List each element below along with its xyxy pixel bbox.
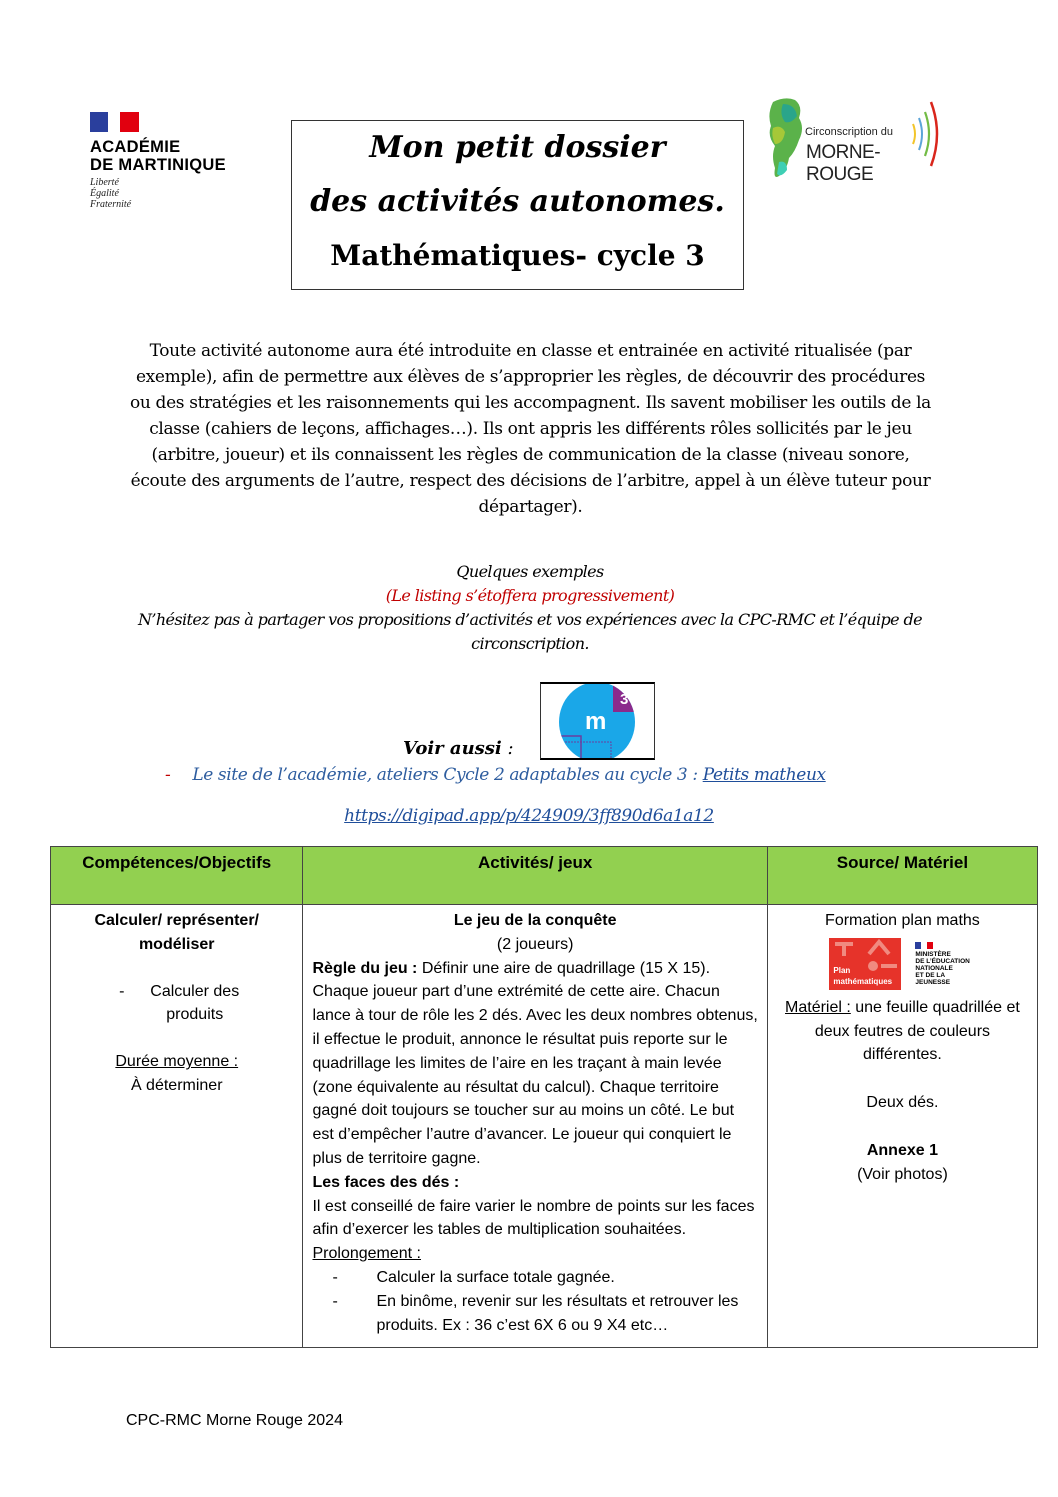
petits-matheux-link[interactable]: Petits matheux [702, 765, 826, 785]
academie-name: ACADÉMIE DE MARTINIQUE [90, 138, 226, 174]
source-title: Formation plan maths [825, 912, 980, 929]
dice-faces-label: Les faces des dés : [312, 1173, 460, 1191]
marianne-flag-icon [90, 112, 139, 132]
share-invitation: N’hésitez pas à partager vos propositions d’activités et vos expériences avec la CPC-RMC et l’équipe de circonscription. [137, 610, 923, 653]
plan-mathematiques-logo: Plan mathématiques [829, 938, 901, 990]
circonscription-morne-rouge-logo: Circonscription du MORNE-ROUGE [765, 96, 945, 182]
duration-value: À déterminer [130, 1076, 223, 1094]
header-activites: Activités/ jeux [303, 847, 767, 905]
digipad-link-line [0, 806, 1058, 826]
republique-flag-icon [915, 942, 933, 949]
document-title: Mon petit dossier des activités autonomes. Mathématiques- cycle 3 [291, 120, 744, 290]
activity-title: Le jeu de la conquête [453, 912, 617, 929]
activities-table [50, 846, 1038, 1348]
annex-label: Annexe 1 [866, 1141, 938, 1159]
extension-item: - Calculer la surface totale gagnée. [332, 1268, 615, 1286]
extension-item: - En binôme, revenir sur les résultats et retrouver les produits. Ex : 36 c’est 6X 6 ou 9 X4 etc… [332, 1292, 739, 1334]
listing-note: (Le listing s’étoffera progressivement) [385, 586, 675, 605]
devise: Liberté Égalité Fraternité [90, 177, 132, 210]
duration-label: Durée moyenne : [115, 1053, 239, 1071]
header-source: Source/ Matériel [767, 847, 1037, 905]
dice-material: Deux dés. [866, 1094, 939, 1112]
ministere-education-logo: MINISTÈRE DE L’ÉDUCATION NATIONALE ET DE LA JEUNESSE [915, 938, 975, 986]
m3-logo-icon [541, 684, 654, 758]
dice-faces-text: Il est conseillé de faire varier le nombre de points sur les faces afin d’exercer les tables de multiplication souhaitées. [312, 1197, 755, 1239]
source-cell [767, 905, 1037, 1348]
activity-players: (2 joueurs) [496, 935, 574, 953]
table-header-row [51, 847, 1038, 905]
m3-letter: m [585, 708, 607, 735]
competence-item: - Calculer des produits [119, 982, 240, 1024]
competence-title: Calculer/ représenter/ modéliser [94, 912, 259, 953]
header-competences: Compétences/Objectifs [51, 847, 303, 905]
academie-site-link-line: - Le site de l’académie, ateliers Cycle 2 adaptables au cycle 3 : Petits matheux [165, 765, 826, 785]
extension-label: Prolongement : [312, 1245, 421, 1263]
examples-heading: Quelques exemples [456, 562, 604, 581]
see-also-label: Voir aussi : [403, 738, 514, 759]
m3-logo[interactable] [540, 682, 655, 760]
annex-note: (Voir photos) [857, 1165, 948, 1183]
intro-paragraph: Toute activité autonome aura été introduite en classe et entrainée en activité ritualisée (par exemple), afin de permettre aux élèves de s’approprier les règles, de découvrir des procédures ou des stratégies et les raisonnements qui les accompagnent. Ils savent mobiliser les outils de la classe (cahiers de leçons, affichages…). Ils ont appris les différents rôles sollicités par le jeu (arbitre, joueur) et ils connaissent les règles de communication de la classe (niveau sonore, écoute des arguments de l’autre, respect des décisions de l’arbitre, appel à un élève tuteur pour départager). [130, 341, 931, 517]
digipad-link[interactable]: https://digipad.app/p/424909/3ff890d6a1a12 [344, 806, 714, 826]
activity-rules: Règle du jeu : Définir une aire de quadrillage (15 X 15). Chaque joueur part d’une extrémité de cette aire. Chacun lance à tour de rôle les 2 dés. Avec les deux nombres obtenus, il effectue le produit, annonce le résultat puis reporte sur le quadrillage les limites de l’aire en les traçant à main levée (zone équivalente au résultat du calcul). Chaque territoire gagné doit toujours se toucher sur au moins un côté. Le but est d’empêcher l’autre d’avancer. Le joueur qui conquiert le plus de territoire gagne. [312, 959, 758, 1167]
table-row [51, 905, 1038, 1348]
material-text: Matériel : une feuille quadrillée et deux feutres de couleurs différentes. [785, 998, 1020, 1064]
source-logos [777, 938, 1028, 996]
m3-exponent: 3 [620, 691, 629, 708]
competences-cell [51, 905, 303, 1348]
page-footer: CPC-RMC Morne Rouge 2024 [126, 1412, 343, 1429]
academie-martinique-logo [90, 112, 250, 210]
examples-note [110, 560, 950, 656]
activity-cell [303, 905, 767, 1348]
